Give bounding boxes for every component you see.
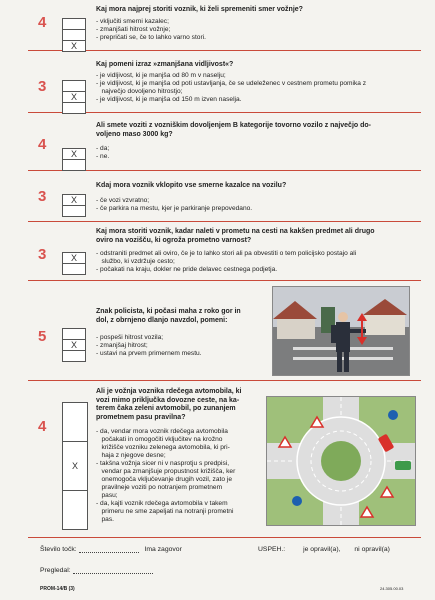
points-total-input[interactable] (79, 552, 139, 553)
answer-checkbox[interactable]: X (63, 149, 85, 160)
answer-checkbox[interactable] (63, 81, 85, 92)
question-text: Znak policista, ki počasi maha z roko gor in dol, z obrnjeno dlanjo navzdol, pomeni: (96, 308, 241, 324)
print-code: 24.305.00.03 (380, 586, 404, 591)
separator (28, 221, 421, 222)
separator (28, 112, 421, 113)
reviewer-input[interactable] (73, 573, 153, 574)
answer-checkbox[interactable] (63, 30, 85, 41)
answer-checkbox[interactable] (63, 491, 87, 529)
separator (28, 280, 421, 281)
points-total-field (40, 546, 182, 553)
answer-option: - je vidljivost, ki je manjša od 150 m izven naselja. (96, 96, 242, 103)
answer-option: - ne. (96, 153, 110, 160)
answer-checkbox-group[interactable] (62, 194, 86, 217)
reviewer-field (40, 567, 153, 574)
reviewer-label: Pregledal: (40, 567, 71, 574)
answer-option: - če parkira na mestu, kjer je parkiranje prepovedano. (96, 205, 253, 212)
question-text: Kaj pomeni izraz »zmanjšana vidljivost«? (96, 61, 234, 68)
answer-list (96, 72, 415, 104)
answer-checkbox-group[interactable] (62, 148, 86, 171)
answer-checkbox[interactable] (63, 264, 85, 274)
answer-checkbox[interactable] (63, 206, 85, 216)
defense-label: Ima zagovor (144, 546, 182, 553)
passed-option[interactable]: je opravil(a), (303, 546, 341, 553)
result-label: USPEH.: (258, 546, 286, 553)
points-label: 3 (38, 246, 47, 263)
answer-list (96, 250, 415, 274)
answer-option: - če vozi vzvratno; (96, 197, 150, 204)
answer-checkbox[interactable]: X (63, 92, 85, 103)
question-text: Kaj mora najprej storiti voznik, ki želi spremeniti smer vožnje? (96, 6, 303, 13)
points-label: 5 (38, 328, 47, 345)
answer-checkbox-group[interactable] (62, 328, 86, 362)
answer-checkbox-group[interactable] (62, 252, 86, 275)
answer-checkbox[interactable]: X (63, 442, 87, 491)
separator (28, 380, 421, 381)
points-label: 4 (38, 136, 47, 153)
answer-list (96, 145, 415, 161)
answer-option: - je vidljivost, ki je manjša od 80 m v naselju; (96, 72, 226, 79)
answer-list (96, 428, 267, 524)
question-text: Ali smete voziti z vozniškim dovoljenjem B kategorije tovorno vozilo z največjo do- voljeno maso 3000 kg? (96, 122, 371, 138)
form-code: PROM-14/B (3) (40, 586, 75, 592)
answer-option: - pospeši hitrost vozila; (96, 334, 164, 341)
answer-list (96, 197, 415, 213)
points-label: 4 (38, 14, 47, 31)
answer-checkbox[interactable] (63, 19, 85, 30)
question-text: Ali je vožnja voznika rdečega avtomobila, ki vozi mimo priključka dovozne ceste, na ka- terem čaka zeleni avtomobil, po zunanjem prometnem pasu pravilna? (96, 388, 242, 421)
answer-checkbox[interactable] (63, 329, 85, 340)
answer-option: - ustavi na prvem primernem mestu. (96, 350, 202, 357)
answer-list (96, 334, 267, 358)
answer-list (96, 18, 415, 42)
points-total-label: Število točk: (40, 546, 77, 553)
police-officer-photo (272, 286, 410, 376)
answer-option: - da; (96, 145, 110, 152)
separator (28, 537, 421, 538)
answer-option: - počakati na kraju, dokler ne pride delavec cestnega podjetja. (96, 266, 278, 273)
answer-checkbox[interactable] (63, 403, 87, 442)
points-label: 4 (38, 418, 47, 435)
question-text: Kdaj mora voznik vklopito vse smerne kazalce na vozilu? (96, 182, 287, 189)
answer-checkbox[interactable]: X (70, 41, 77, 51)
failed-option[interactable]: ni opravil(a) (354, 546, 390, 553)
answer-checkbox[interactable] (63, 160, 85, 170)
answer-checkbox[interactable]: X (63, 195, 85, 206)
answer-checkbox[interactable]: X (63, 253, 85, 264)
question-text: Kaj mora storiti voznik, kadar naleti v prometu na cesti na kakšen predmet ali drugo oviro na vozišču, ki ogroža prometno varnost? (96, 228, 375, 244)
answer-option: - zmanjšati hitrost vožnje; (96, 26, 171, 33)
answer-option: - takšna vožnja sicer ni v nasprotju s predpisi, vendar pa zmanjšuje propustnost križišča, ker onemogoča vključevanje drugih vozil, zato je pravilneje voziti po notranjem prometnem pasu; (96, 460, 236, 499)
answer-option: - prepričati se, če to lahko varno stori. (96, 34, 206, 41)
separator (28, 170, 421, 171)
answer-option: - da, kajti voznik rdečega avtomobila v takem primeru ne sme zapeljati na notranji prometni pas. (96, 500, 234, 523)
answer-checkbox-group[interactable] (62, 18, 86, 52)
answer-checkbox-group[interactable] (62, 80, 86, 114)
answer-checkbox-group[interactable] (62, 402, 88, 530)
answer-option: - je vidljivost, ki je manjša od poti ustavljanja, če se udeleženec v cestnem prometu pomika z največjo dovoljeno hitrostjo; (96, 80, 367, 95)
points-label: 3 (38, 78, 47, 95)
answer-checkbox[interactable]: X (63, 340, 85, 351)
points-label: 3 (38, 188, 47, 205)
result-field (258, 546, 390, 553)
roundabout-illustration (266, 396, 416, 526)
answer-option: - vključiti smerni kazalec; (96, 18, 169, 25)
answer-checkbox[interactable] (63, 103, 85, 113)
answer-checkbox[interactable] (63, 351, 85, 361)
answer-option: - zmanjšaj hitrost; (96, 342, 148, 349)
answer-option: - da, vendar mora voznik rdečega avtomobila počakati in omogočiti vključitev na krožno križišče vozniku zelenega avtomobila, ki pri- haja z njegove desne; (96, 428, 230, 459)
separator (28, 50, 421, 51)
answer-option: - odstraniti predmet ali oviro, če je to lahko stori ali pa obvestiti o tem policijsko postajo ali službo, ki vzdržuje cesto; (96, 250, 357, 265)
